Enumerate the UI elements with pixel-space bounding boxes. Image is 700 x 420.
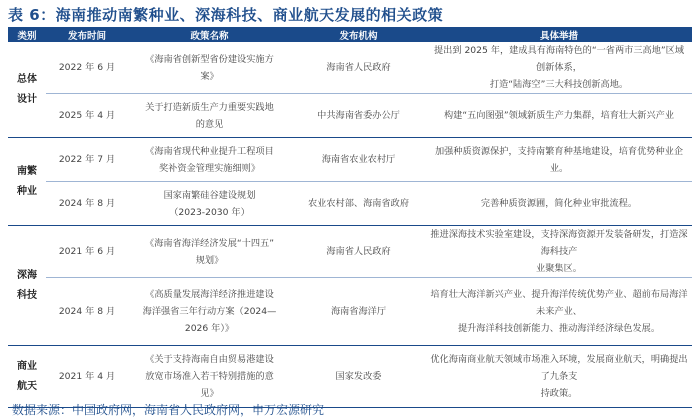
- policy-cell: [128, 226, 291, 278]
- policy-cell: [128, 346, 291, 408]
- header-policy: 政策名称: [128, 27, 291, 42]
- data-source-note: 数据来源：中国政府网，海南省人民政府网，申万宏源研究: [12, 403, 325, 417]
- date-cell: 2025 年 4 月: [46, 94, 128, 138]
- category-line: 商业: [17, 360, 37, 372]
- measure-line: 构建“五向图强”领域新质生产力集群，培育壮大新兴产业: [443, 110, 675, 121]
- measure-cell: [426, 94, 692, 138]
- measure-cell: [426, 346, 692, 408]
- category-line: 总体: [17, 73, 37, 85]
- date-cell: 2021 年 4 月: [46, 346, 128, 408]
- category-line: 南繁: [17, 165, 37, 177]
- header-org: 发布机构: [291, 27, 426, 42]
- measure-cell: [426, 138, 692, 182]
- category-cell: [8, 346, 46, 408]
- date-cell: 2022 年 7 月: [46, 138, 128, 182]
- category-line: 航天: [17, 380, 37, 392]
- policy-line: 《海南省现代种业提升工程项目: [145, 145, 274, 157]
- header-category: 类别: [8, 27, 46, 42]
- org-cell: 海南省农业农村厅: [291, 138, 426, 182]
- measure-line: 持政策。: [540, 388, 578, 399]
- policy-line: 奖补资金管理实施细则》: [158, 162, 261, 174]
- table-row: [8, 226, 692, 278]
- policy-line: 《海南省创新型省份建设实施方: [145, 53, 274, 65]
- category-line: 种业: [17, 185, 37, 197]
- policy-cell: [128, 182, 291, 226]
- policy-cell: [128, 278, 291, 346]
- policy-line: 《海南省海洋经济发展“十四五”: [145, 237, 274, 249]
- date-cell: 2021 年 6 月: [46, 226, 128, 278]
- policy-cell: [128, 94, 291, 138]
- policy-cell: [128, 138, 291, 182]
- category-cell: [8, 42, 46, 138]
- table-header-row: [8, 27, 692, 42]
- category-line: 设计: [17, 93, 37, 105]
- policy-line: 2026 年）》: [184, 323, 235, 334]
- table-row: [8, 278, 692, 346]
- policy-line: 《高质量发展海洋经济推进建设: [145, 289, 274, 300]
- table-row: [8, 42, 692, 94]
- org-cell: 中共海南省委办公厅: [291, 94, 426, 138]
- category-line: 深海: [17, 269, 37, 281]
- policy-line: 关于打造新质生产力重要实践地: [145, 101, 274, 113]
- category-cell: [8, 226, 46, 346]
- table-row: [8, 182, 692, 226]
- measure-line: 提升海洋科技创新能力、推动海洋经济绿色发展。: [457, 323, 661, 334]
- header-date: 发布时间: [46, 27, 128, 42]
- measure-cell: [426, 182, 692, 226]
- policy-line: 规划》: [195, 254, 224, 266]
- table-title: 表 6：海南推动南繁种业、深海科技、商业航天发展的相关政策: [8, 6, 444, 24]
- org-cell: 海南省人民政府: [326, 62, 391, 73]
- policy-line: 的意见: [195, 118, 224, 130]
- policy-line: 见》: [200, 388, 219, 399]
- org-cell: 国家发改委: [291, 346, 426, 408]
- org-cell: 农业农村部、海南省政府: [291, 182, 426, 226]
- category-line: 科技: [17, 289, 37, 301]
- measure-line: 打造“陆海空”三大科技创新高地。: [489, 79, 629, 90]
- date-cell: 2024 年 8 月: [46, 182, 128, 226]
- measure-line: 完善种质资源圃，简化种业审批流程。: [480, 198, 638, 209]
- org-cell: 海南省人民政府: [291, 226, 426, 278]
- measure-line: 加强种质资源保护，支持南繁育种基地建设，培育优势种业企业。: [434, 145, 684, 174]
- measure-cell: [426, 278, 692, 346]
- policy-cell: [128, 42, 291, 94]
- policy-line: 案》: [200, 70, 219, 82]
- policy-line: 国家南繁硅谷建设规划: [163, 189, 256, 201]
- table-row: [8, 138, 692, 182]
- header-measure: 具体举措: [426, 27, 692, 42]
- measure-line: 推进深海技术实验室建设，支持深海资源开发装备研发，打造深海科技产: [430, 229, 688, 257]
- date-cell: 2022 年 6 月: [58, 62, 116, 73]
- table-row: [8, 94, 692, 138]
- policy-line: 《关于支持海南自由贸易港建设: [145, 354, 274, 365]
- measure-cell: [426, 42, 692, 94]
- measure-line: 培育壮大海洋新兴产业、提升海洋传统优势产业、超前布局海洋未来产业、: [430, 289, 688, 317]
- measure-cell: [426, 226, 692, 278]
- policy-table: [8, 27, 692, 408]
- policy-line: （2023-2030 年）: [169, 206, 250, 218]
- category-cell: [8, 138, 46, 226]
- policy-line: 放宽市场准入若干特别措施的意: [145, 371, 274, 382]
- measure-line: 优化海南商业航天领域市场准入环境，发展商业航天，明确提出了九条支: [430, 354, 688, 382]
- org-cell: 海南省海洋厅: [291, 278, 426, 346]
- policy-line: 海洋强省三年行动方案（2024—: [142, 306, 277, 317]
- measure-line: 业聚集区。: [536, 263, 582, 274]
- table-row: [8, 346, 692, 408]
- measure-line: 提出到 2025 年，建成具有海南特色的“一省两市三高地”区域创新体系，: [433, 45, 685, 73]
- date-cell: 2024 年 8 月: [46, 278, 128, 346]
